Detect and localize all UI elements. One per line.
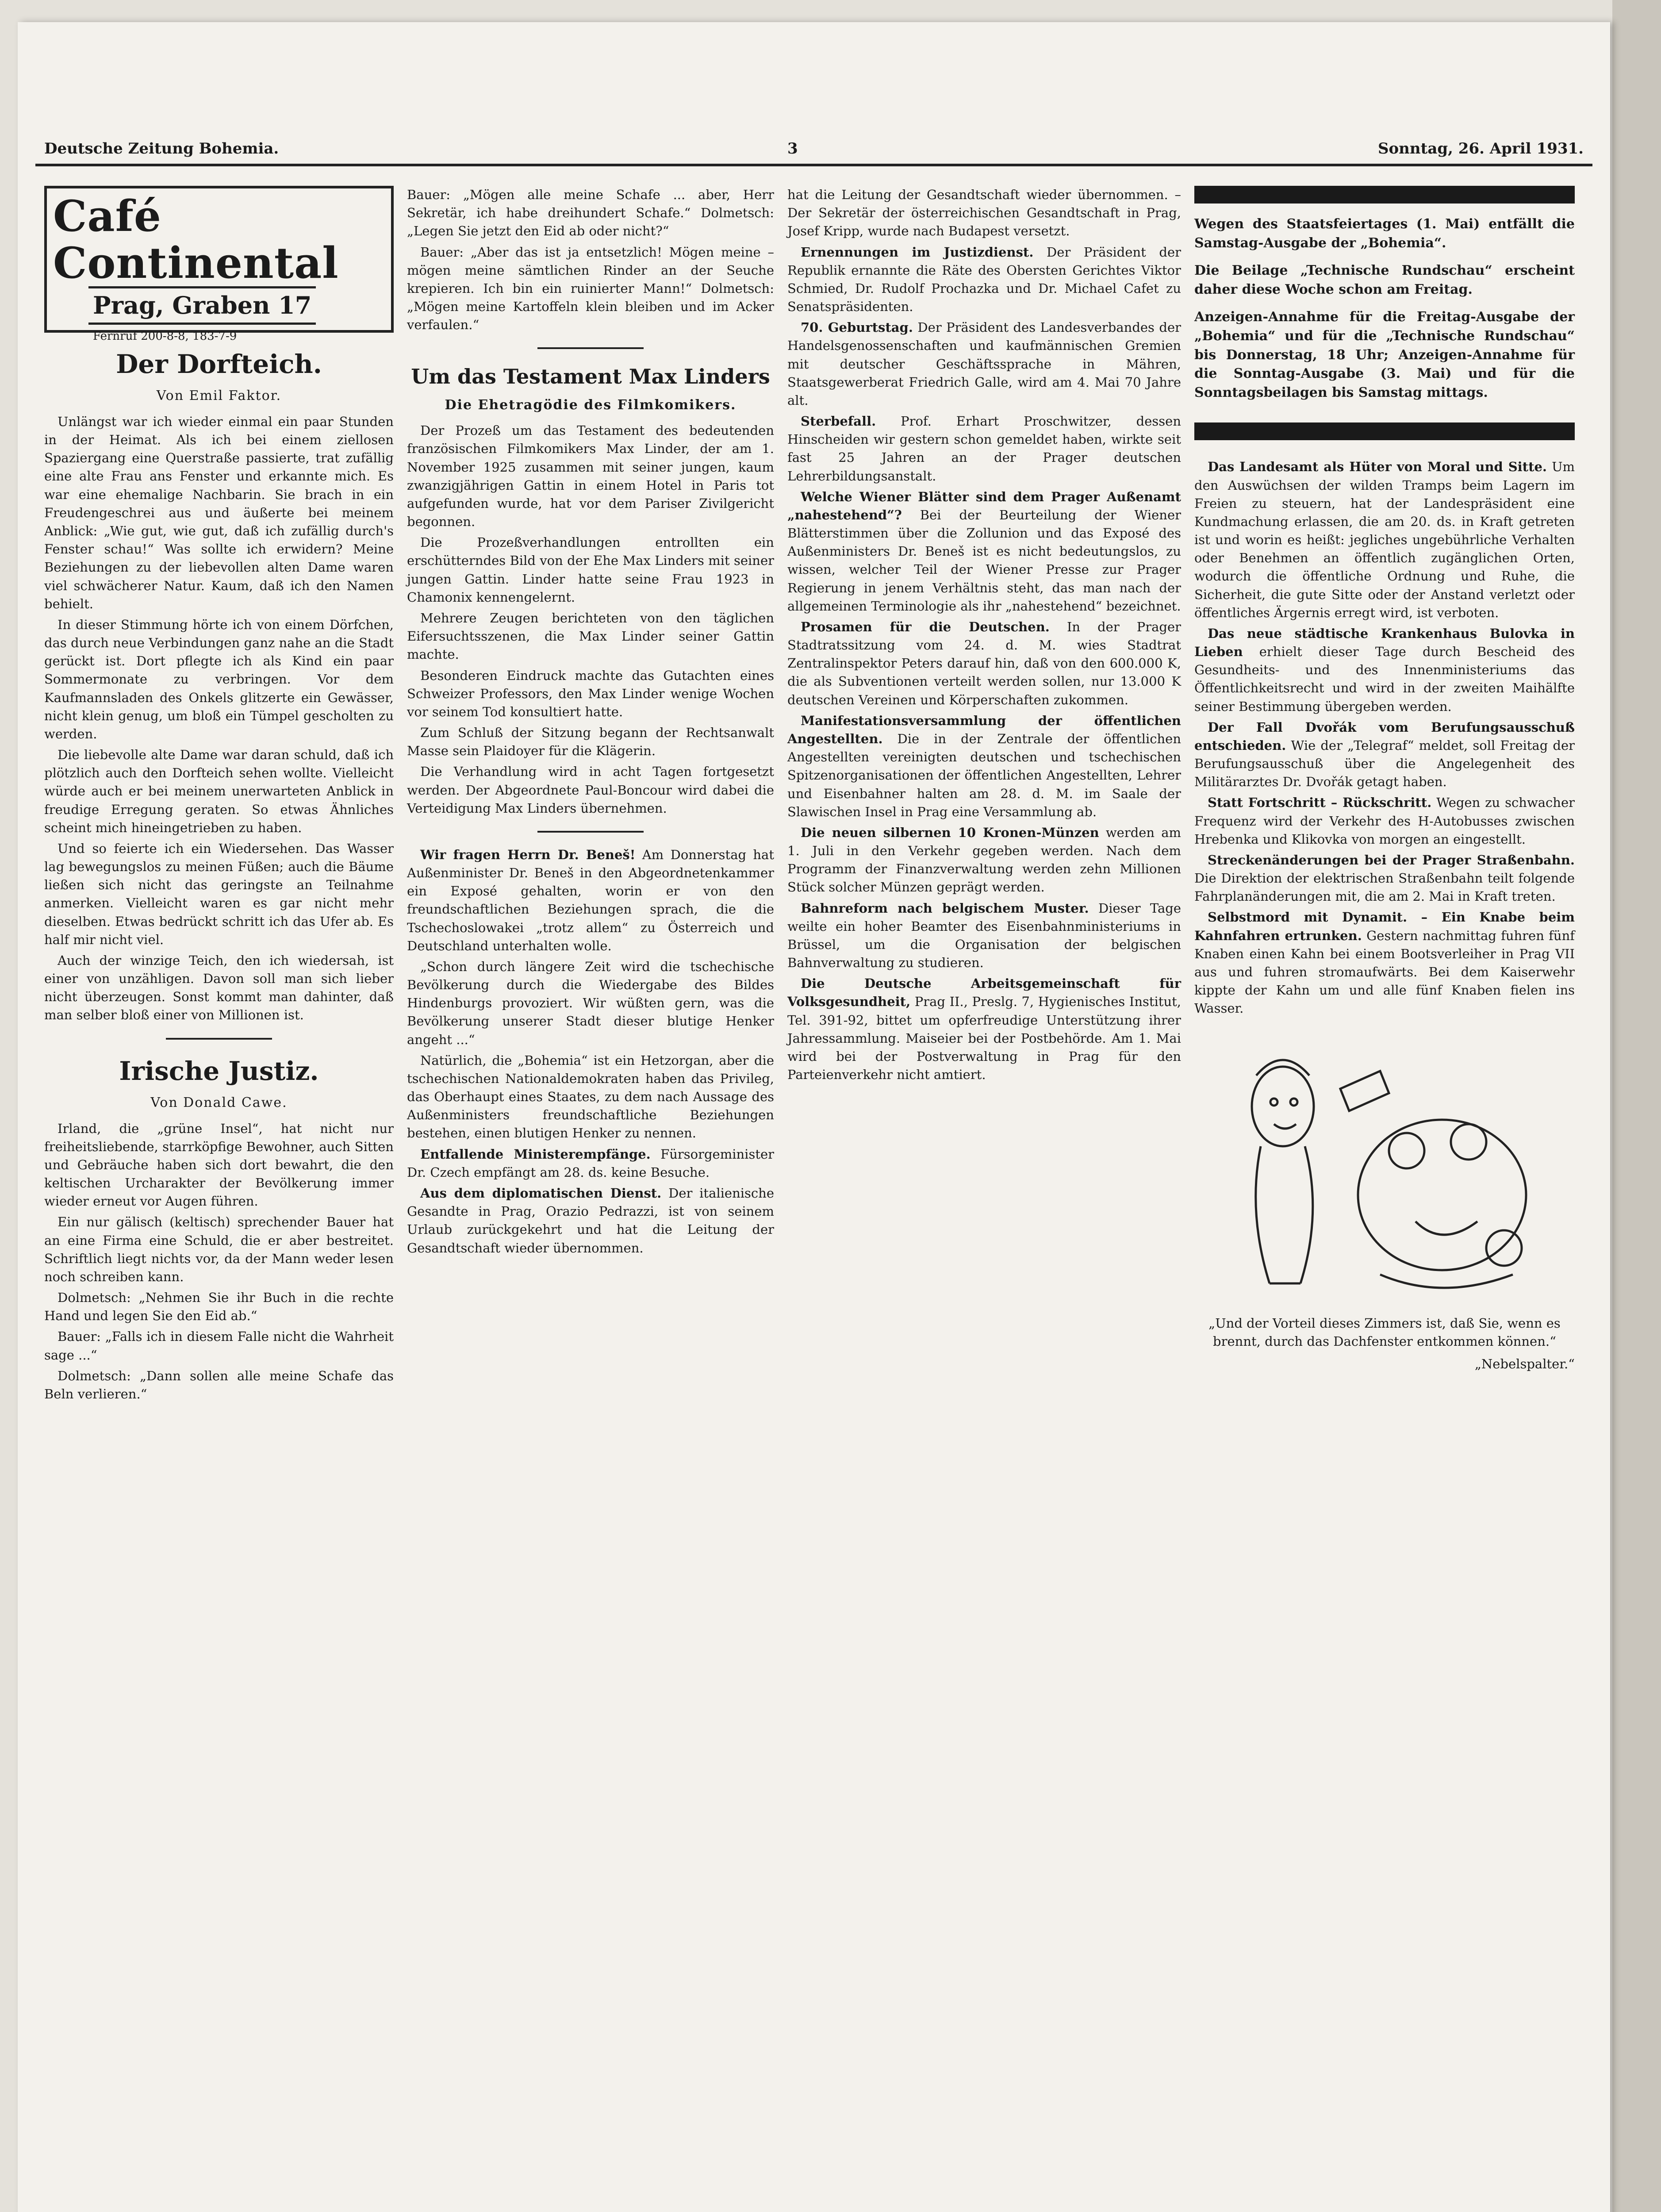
notice-text: Wegen des Staatsfeiertages (1. Mai) entfällt die Samstag-Ausgabe der „Bohemia“. xyxy=(1194,216,1575,251)
paragraph: Welche Wiener Blätter sind dem Prager Außenamt „nahestehend“? Bei der Beurteilung der Wiener Blätterstimmen über die Zollunion und das Exposé des Außenministers Dr. Beneš ist es nicht bedeutungslos, zu wissen, welcher Teil der Wiener Presse zur Prager Regierung in jenem Verhältnis steht, das man nach der allgemeinen Terminologie als ihr „nahestehend“ bezeichnet. xyxy=(787,489,1181,614)
article-byline: Von Emil Faktor. xyxy=(156,388,282,404)
article-title: Um das Testament Max Linders xyxy=(411,365,770,389)
paragraph: Ernennungen im Justizdienst. Der Präsident der Republik ernannte die Räte des Obersten Gerichtes Viktor Schmied, Dr. Rudolf Prochazka und Dr. Michael Cafet zu Senatspräsidenten. xyxy=(787,244,1181,315)
paragraph: Natürlich, die „Bohemia“ ist ein Hetzorgan, aber die tschechischen Nationaldemokraten haben das Privileg, das Oberhaupt eines Staates, zu dem nach Aussage des Außenministers freundschaftliche Beziehungen bestehen, einen blutigen Henker zu nennen. xyxy=(407,1052,774,1141)
ad-title: Café Continental xyxy=(53,191,339,288)
item-headline: 70. Geburtstag. xyxy=(801,320,913,335)
paragraph: Die Prozeßverhandlungen entrollten ein erschütterndes Bild von der Ehe Max Linders mit seiner jungen Gattin. Linder hatte seine Frau 1923 in Chamonix kennengelernt. xyxy=(407,535,774,605)
item-headline: Das Landesamt als Hüter von Moral und Sitte. xyxy=(1208,459,1547,475)
paragraph: Bauer: „Falls ich in diesem Falle nicht die Wahrheit sage ...“ xyxy=(44,1329,394,1363)
item-headline: Aus dem diplomatischen Dienst. xyxy=(420,1185,662,1201)
paragraph: Das neue städtische Krankenhaus Bulovka in Lieben erhielt dieser Tage durch Bescheid des Gesundheits- und des Innenministeriums das Öffentlichkeitsrecht und wird in der zweiten Maihälfte seiner Bestimmung übergeben werden. xyxy=(1194,626,1575,714)
issue-date: Sonntag, 26. April 1931. xyxy=(1377,140,1584,157)
paragraph: Der Prozeß um das Testament des bedeutenden französischen Filmkomikers Max Linder, der am 1. November 1925 zusammen mit seiner jungen, kaum zwanzigjährigen Gattin in einem Hotel in Paris tot aufgefunden wurde, hat vor dem Pariser Zivilgericht begonnen. xyxy=(407,423,774,530)
item-headline: Manifestationsversammlung der öffentlichen Angestellten. xyxy=(787,713,1181,746)
cartoon-caption: „Und der Vorteil dieses Zimmers ist, daß Sie, wenn es brennt, durch das Dachfenster entkommen können.“ xyxy=(1208,1315,1561,1349)
article-title: Irische Justiz. xyxy=(119,1056,319,1086)
item-headline: Die neuen silbernen 10 Kronen-Münzen xyxy=(801,825,1099,840)
cartoon-drawing xyxy=(1194,1036,1575,1310)
divider xyxy=(537,831,644,833)
paragraph: In dieser Stimmung hörte ich von einem Dörfchen, das durch neue Verbindungen ganz nahe an die Stadt gerückt ist. Dort pflegte ich als Kind ein paar Sommermonate zu verbringen. Vor dem Kaufmannsladen des Onkels glitzerte ein Gewässer, nicht klein genug, um bloß ein Tümpel gescholten zu werden. xyxy=(44,617,394,741)
ad-address: Prag, Graben 17 xyxy=(88,286,316,325)
paragraph: Aus dem diplomatischen Dienst. Der italienische Gesandte in Prag, Orazio Pedrazzi, ist von seinem Urlaub zurückgekehrt und hat die Leitung der Gesandtschaft wieder übernommen. xyxy=(407,1185,774,1256)
page-number: 3 xyxy=(787,140,798,157)
column-4 xyxy=(1194,186,1575,1373)
paragraph: Statt Fortschritt – Rückschritt. Wegen zu schwacher Frequenz wird der Verkehr des H-Autobusses zwischen Hrebenka und Klikovka von morgen an eingestellt. xyxy=(1194,795,1575,847)
divider xyxy=(537,347,644,349)
newspaper-title: Deutsche Zeitung Bohemia. xyxy=(44,140,279,157)
item-headline: Der Fall Dvořák vom Berufungsausschuß entschieden. xyxy=(1194,719,1575,753)
column-2 xyxy=(407,186,774,1260)
paragraph: Und so feierte ich ein Wiedersehen. Das Wasser lag bewegungslos zu meinen Füßen; auch die Bäume ließen sich nicht das geringste an Teilnahme anmerken. Vielleicht waren es gar nicht mehr dieselben. Etwas bedrückt schritt ich das Ufer ab. Es half mir nicht viel. xyxy=(44,841,394,947)
item-headline: Sterbefall. xyxy=(801,414,876,429)
item-headline: Statt Fortschritt – Rückschritt. xyxy=(1208,795,1432,810)
paragraph: Dolmetsch: „Dann sollen alle meine Schafe das Beln verlieren.“ xyxy=(44,1368,394,1402)
page-header xyxy=(35,137,1592,166)
paragraph: Sterbefall. Prof. Erhart Proschwitzer, dessen Hinscheiden wir gestern schon gemeldet haben, wirkte seit fast 25 Jahren an der Prager deutschen Lehrerbildungsanstalt. xyxy=(787,414,1181,484)
article-byline: Von Donald Cawe. xyxy=(150,1094,288,1110)
cartoon-illustration xyxy=(1194,1036,1575,1310)
item-headline: Streckenänderungen bei der Prager Straßenbahn. xyxy=(1208,852,1575,868)
paragraph: Dolmetsch: „Nehmen Sie ihr Buch in die rechte Hand und legen Sie den Eid ab.“ xyxy=(44,1290,394,1324)
item-headline: Entfallende Ministerempfänge. xyxy=(420,1146,651,1162)
paragraph: Bauer: „Mögen alle meine Schafe ... aber, Herr Sekretär, ich habe dreihundert Schafe.“ Dolmetsch: „Legen Sie jetzt den Eid ab oder nicht?“ xyxy=(407,187,774,239)
item-headline: Prosamen für die Deutschen. xyxy=(801,619,1050,634)
paragraph: Der Fall Dvořák vom Berufungsausschuß entschieden. Wie der „Telegraf“ meldet, soll Freitag der Berufungsausschuß über die Angelegenheit des Militärarztes Dr. Dvořák getagt haben. xyxy=(1194,719,1575,790)
publisher-notice xyxy=(1194,186,1575,440)
paragraph: Entfallende Ministerempfänge. Fürsorgeminister Dr. Czech empfängt am 28. ds. keine Besuche. xyxy=(407,1146,775,1180)
paragraph: Die Verhandlung wird in acht Tagen fortgesetzt werden. Der Abgeordnete Paul-Boncour wird dabei die Verteidigung Max Linders übernehmen. xyxy=(407,764,774,816)
divider xyxy=(166,1038,272,1040)
item-headline: Die Deutsche Arbeitsgemeinschaft für Volksgesundheit, xyxy=(787,976,1181,1010)
paragraph: Besonderen Eindruck machte das Gutachten eines Schweizer Professors, den Max Linder wenige Wochen vor seinem Tod konsultiert hatte. xyxy=(407,668,774,719)
paragraph: Bahnreform nach belgischem Muster. Dieser Tage weilte ein hoher Beamter des Eisenbahnministeriums in Brüssel, um die Organisation der belgischen Bahnverwaltung zu studieren. xyxy=(787,900,1181,971)
paragraph: Manifestationsversammlung der öffentlichen Angestellten. Die in der Zentrale der öffentlichen Angestellten vereinigten deutschen und tschechischen Spitzenorganisationen der öffentlichen Angestellten, Lehrer und Eisenbahner halten am 28. d. M. im Saale der Slawischen Insel in Prag eine Versammlung ab. xyxy=(787,713,1181,819)
ad-phone: Fernruf 200-8-8, 183-7-9 xyxy=(93,329,237,343)
paragraph: Zum Schluß der Sitzung begann der Rechtsanwalt Masse sein Plaidoyer für die Klägerin. xyxy=(407,725,774,759)
notice-text: Die Beilage „Technische Rundschau“ erscheint daher diese Woche schon am Freitag. xyxy=(1194,263,1575,297)
page-edge xyxy=(1612,0,1661,2212)
newspaper-page xyxy=(18,22,1610,2212)
column-3 xyxy=(787,186,1181,1087)
paragraph: 70. Geburtstag. Der Präsident des Landesverbandes der Handelsgenossenschaften und kaufmännischen Gremien mit deutscher Geschäftssprache in Mähren, Staatsgewerberat Friedrich Galle, wird am 4. Mai 70 Jahre alt. xyxy=(787,320,1181,408)
paragraph: Prosamen für die Deutschen. In der Prager Stadtratssitzung vom 24. d. M. wies Stadtrat Zentralinspektor Peters darauf hin, daß von den 600.000 K, die als Subventionen verteilt werden sollen, nur 13.000 K deutschen Vereinen und Körperschaften zukommen. xyxy=(787,619,1181,707)
paragraph: Das Landesamt als Hüter von Moral und Sitte. Um den Auswüchsen der wilden Tramps beim Lagern im Freien zu steuern, hat der Landespräsident eine Kundmachung erlassen, die am 20. ds. in Kraft getreten ist und worin es heißt: jegliches ungebührliche Verhalten oder Benehmen an öffentlich zugänglichen Orten, wodurch die öffentliche Ordnung und Ruhe, die Sicherheit, die gute Sitte oder der Anstand verletzt oder öffentliches Ärgernis erregt wird, ist verboten. xyxy=(1194,459,1575,620)
paragraph: Wir fragen Herrn Dr. Beneš! Am Donnerstag hat Außenminister Dr. Beneš in den Abgeordnetenkammer ein Exposé gehalten, worin er von den freundschaftlichen Beziehungen sprach, die die Tschechoslowakei „trotz allem“ zu Österreich und Deutschland unterhalten wolle. xyxy=(407,847,774,953)
article-title: Der Dorfteich. xyxy=(116,349,322,379)
paragraph: Unlängst war ich wieder einmal ein paar Stunden in der Heimat. Als ich bei einem ziellosen Spaziergang eine Querstraße passierte, trat zufällig eine alte Frau ans Fenster und erkannte mich. Es war eine ehemalige Nachbarin. Sie brach in ein Freudengeschrei aus und äußerte bei meinem Anblick: „Wie gut, wie gut, daß ich zufällig durch's Fenster schau!“ Was sollte ich erwidern? Meine Beziehungen zu der liebevollen alten Dame waren viel schwächerer Natur. Kaum, daß ich den Namen behielt. xyxy=(44,414,394,611)
paragraph: Die Deutsche Arbeitsgemeinschaft für Volksgesundheit, Prag II., Preslg. 7, Hygienisches Institut, Tel. 391-92, bittet um opferfreudige Unterstützung ihrer Jahressammlung. Maiseier bei der Postbehörde. Am 1. Mai wird bei der Postverwaltung in Prag für den Parteienverkehr nicht amtiert. xyxy=(787,976,1181,1083)
paragraph: Mehrere Zeugen berichteten von den täglichen Eifersuchtsszenen, die Max Linder seiner Gattin machte. xyxy=(407,611,774,662)
paragraph: Selbstmord mit Dynamit. – Ein Knabe beim Kahnfahren ertrunken. Gestern nachmittag fuhren fünf Knaben einen Kahn bei einem Bootsverleiher in Prag VII aus und fuhren stromaufwärts. Bei dem Kaiserwehr kippte der Kahn um und alle fünf Knaben fielen ins Wasser. xyxy=(1194,910,1575,1016)
paragraph: Auch der winzige Teich, den ich wiedersah, ist einer von unzähligen. Davon soll man sich lieber nicht überzeugen. Sonst kommt man dahinter, daß man selber bloß einer von Millionen ist. xyxy=(44,952,394,1023)
cafe-advertisement xyxy=(44,186,394,343)
cartoon-source: „Nebelspalter.“ xyxy=(1474,1356,1575,1371)
item-headline: Welche Wiener Blätter sind dem Prager Außenamt „nahestehend“? xyxy=(787,489,1181,522)
paragraph: Ein nur gälisch (keltisch) sprechender Bauer hat an eine Firma eine Schuld, die er aber bestreitet. Schriftlich liegt nichts vor, da der Mann weder lesen noch schreiben kann. xyxy=(44,1214,394,1284)
item-headline: Wir fragen Herrn Dr. Beneš! xyxy=(420,847,636,862)
paragraph: Bauer: „Aber das ist ja entsetzlich! Mögen meine – mögen meine sämtlichen Rinder an der Seuche krepieren. Ich bin ein ruinierter Mann!“ Dolmetsch: „Mögen meine Kartoffeln klein bleiben und im Acker verfaulen.“ xyxy=(407,244,774,333)
paragraph: „Schon durch längere Zeit wird die tschechische Bevölkerung durch die Wiedergabe des Bildes Hindenburgs provoziert. Wir wüßten gern, was die Bevölkerung unserer Stadt dieser blutige Henker angeht ...“ xyxy=(407,959,774,1047)
paragraph: Die liebevolle alte Dame war daran schuld, daß ich plötzlich auch den Dorfteich sehen wollte. Vielleicht würde auch er bei meinem unerwarteten Anblick in freudige Erregung geraten. So etwas Ähnliches scheint mich hineingetrieben zu haben. xyxy=(44,747,394,835)
item-headline: Bahnreform nach belgischem Muster. xyxy=(801,900,1089,916)
column-1 xyxy=(44,186,394,1406)
notice-text: Anzeigen-Annahme für die Freitag-Ausgabe der „Bohemia“ und für die „Technische Rundschau“ bis Donnerstag, 18 Uhr; Anzeigen-Annahme für die Sonntag-Ausgabe (3. Mai) und für die Sonntagsbeilagen bis Samstag mittags. xyxy=(1194,309,1575,400)
article-subtitle: Die Ehetragödie des Filmkomikers. xyxy=(445,397,737,413)
paragraph: Die neuen silbernen 10 Kronen-Münzen werden am 1. Juli in den Verkehr gegeben werden. Nach dem Programm der Finanzverwaltung werden zehn Millionen Stück solcher Münzen geprägt werden. xyxy=(787,825,1181,895)
paragraph: Streckenänderungen bei der Prager Straßenbahn. Die Direktion der elektrischen Straßenbahn teilt folgende Fahrplanänderungen mit, die am 2. Mai in Kraft treten. xyxy=(1194,852,1575,904)
paragraph: Irland, die „grüne Insel“, hat nicht nur freiheitsliebende, starrköpfige Bewohner, auch Sitten und Gebräuche haben sich dort bewahrt, die den keltischen Urcharakter der Bevölkerung immer wieder erneut vor Augen führen. xyxy=(44,1121,394,1209)
item-headline: Selbstmord mit Dynamit. – Ein Knabe beim Kahnfahren ertrunken. xyxy=(1194,910,1575,943)
item-headline: Ernennungen im Justizdienst. xyxy=(801,244,1034,260)
item-headline: Das neue städtische Krankenhaus Bulovka in Lieben xyxy=(1194,626,1575,660)
paragraph: hat die Leitung der Gesandtschaft wieder übernommen. – Der Sekretär der österreichischen Gesandtschaft in Prag, Josef Kripp, wurde nach Budapest versetzt. xyxy=(787,187,1181,239)
